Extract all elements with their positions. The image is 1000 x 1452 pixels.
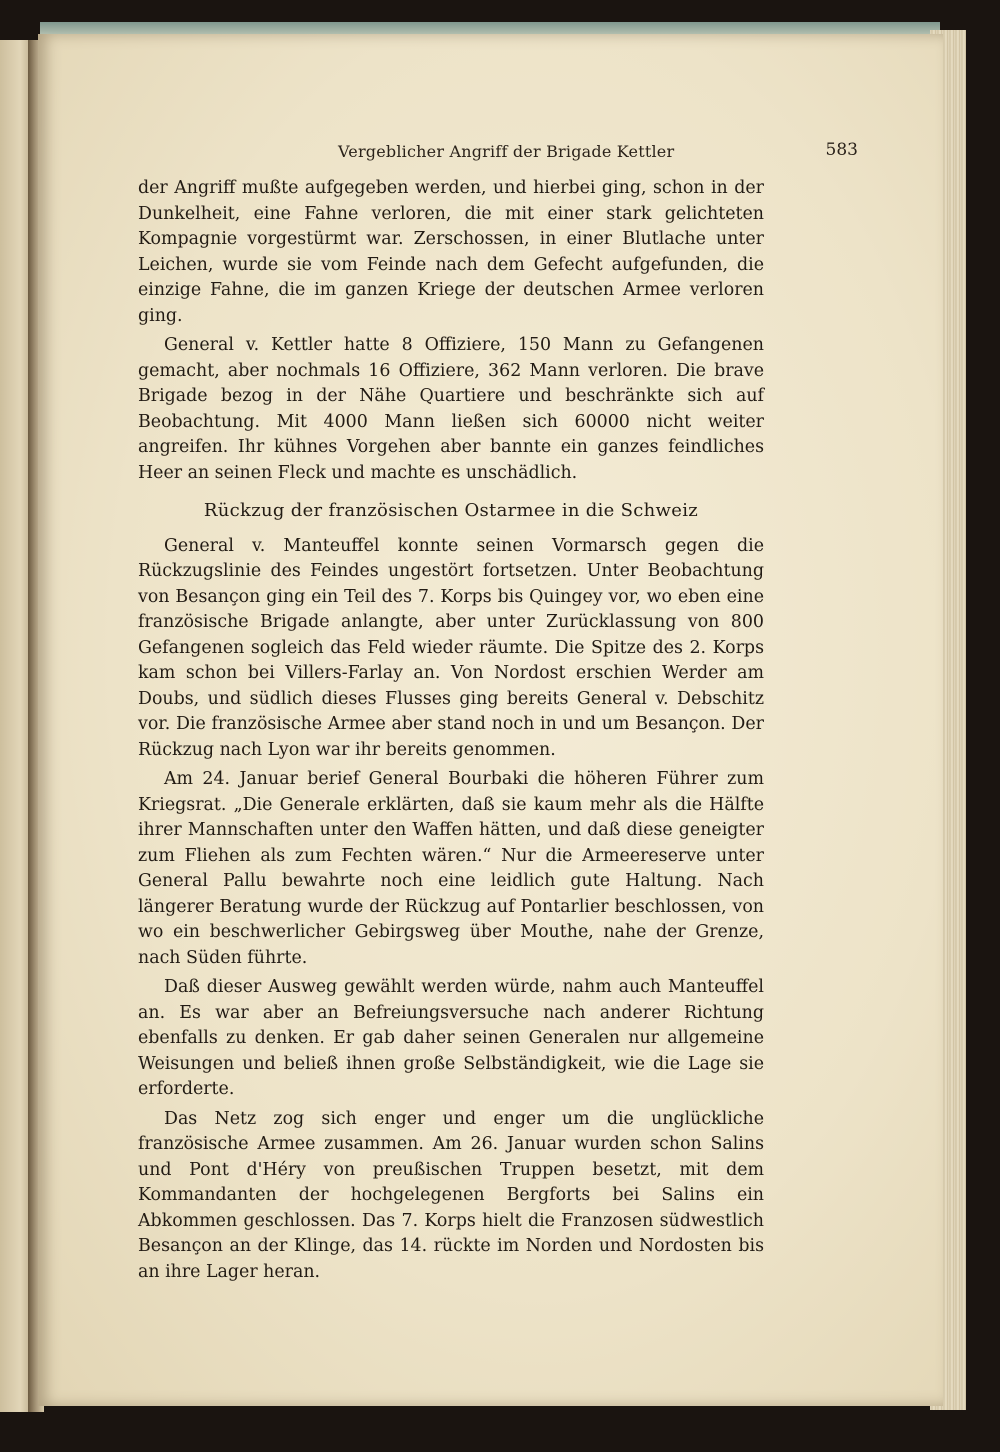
running-head [138, 142, 858, 168]
paragraph: Am 24. Januar berief General Bourbaki die höheren Führer zum Kriegsrat. „Die Generale erklärten, daß sie kaum mehr als die Hälfte ihrer Mannschaften unter den Waffen hätten, und daß diese geneigter zum Fliehen als zum Fechten wären.“ Nur die Armeereserve unter General Pallu bewahrte noch eine leidlich gute Haltung. Nach längerer Beratung wurde der Rückzug auf Pontarlier beschlossen, von wo ein beschwerlicher Gebirgsweg über Mouthe, nahe der Grenze, nach Süden führte. [138, 769, 764, 968]
running-title: Vergeblicher Angriff der Brigade Kettler [338, 142, 675, 161]
paragraph: General v. Manteuffel konnte seinen Vormarsch gegen die Rückzugslinie des Feindes ungestört fortsetzen. Unter Beobachtung von Besançon ging ein Teil des 7. Korps bis Quingey vor, wo eben eine französische Brigade anlangte, aber unter Zurücklassung von 800 Gefangenen sogleich das Feld wieder räumte. Die Spitze des 2. Korps kam schon bei Villers-Farlay an. Von Nordost erschien Werder am Doubs, und südlich dieses Flusses ging bereits General v. Debschitz vor. Die französische Armee aber stand noch in und um Besançon. Der Rückzug nach Lyon war ihr bereits genommen. [138, 535, 764, 760]
section-heading: Rückzug der französischen Ostarmee in die Schweiz [203, 500, 699, 521]
page-number: 583 [825, 140, 858, 160]
paragraph: Das Netz zog sich enger und enger um die unglückliche französische Armee zusammen. Am 26. Januar wurden schon Salins und Pont d'Héry von preußischen Truppen besetzt, mit dem Kommandanten der hochgelegenen Bergforts bei Salins ein Abkommen geschlossen. Das 7. Korps hielt die Franzosen südwestlich Besançon an der Klinge, das 14. rückte im Norden und Nordosten bis an ihre Lager heran. [138, 1108, 764, 1282]
paragraph: General v. Kettler hatte 8 Offiziere, 150 Mann zu Gefangenen gemacht, aber nochmals 16 Offiziere, 362 Mann verloren. Die brave Brigade bezog in der Nähe Quartiere und beschränkte sich auf Beobachtung. Mit 4000 Mann ließen sich 60000 nicht weiter angreifen. Ihr kühnes Vorgehen aber bannte ein ganzes feindliches Heer an seinen Fleck und machte es unschädlich. [138, 335, 764, 483]
paragraph: Daß dieser Ausweg gewählt werden würde, nahm auch Manteuffel an. Es war aber an Befreiungsversuche nach anderer Richtung ebenfalls zu denken. Er gab daher seinen Generalen nur allgemeine Weisungen und beließ ihnen große Selbständigkeit, wie die Lage sie erforderte. [138, 977, 764, 1099]
paragraph: der Angriff mußte aufgegeben werden, und hierbei ging, schon in der Dunkelheit, eine Fahne verloren, die mit einer stark gelichteten Kompagnie vorgestürmt war. Zerschossen, in einer Blutlache unter Leichen, wurde sie vom Feinde nach dem Gefecht aufgefunden, die einzige Fahne, die im ganzen Kriege der deutschen Armee verloren ging. [138, 178, 764, 326]
book-page [38, 34, 943, 1406]
text-block [138, 176, 764, 1289]
